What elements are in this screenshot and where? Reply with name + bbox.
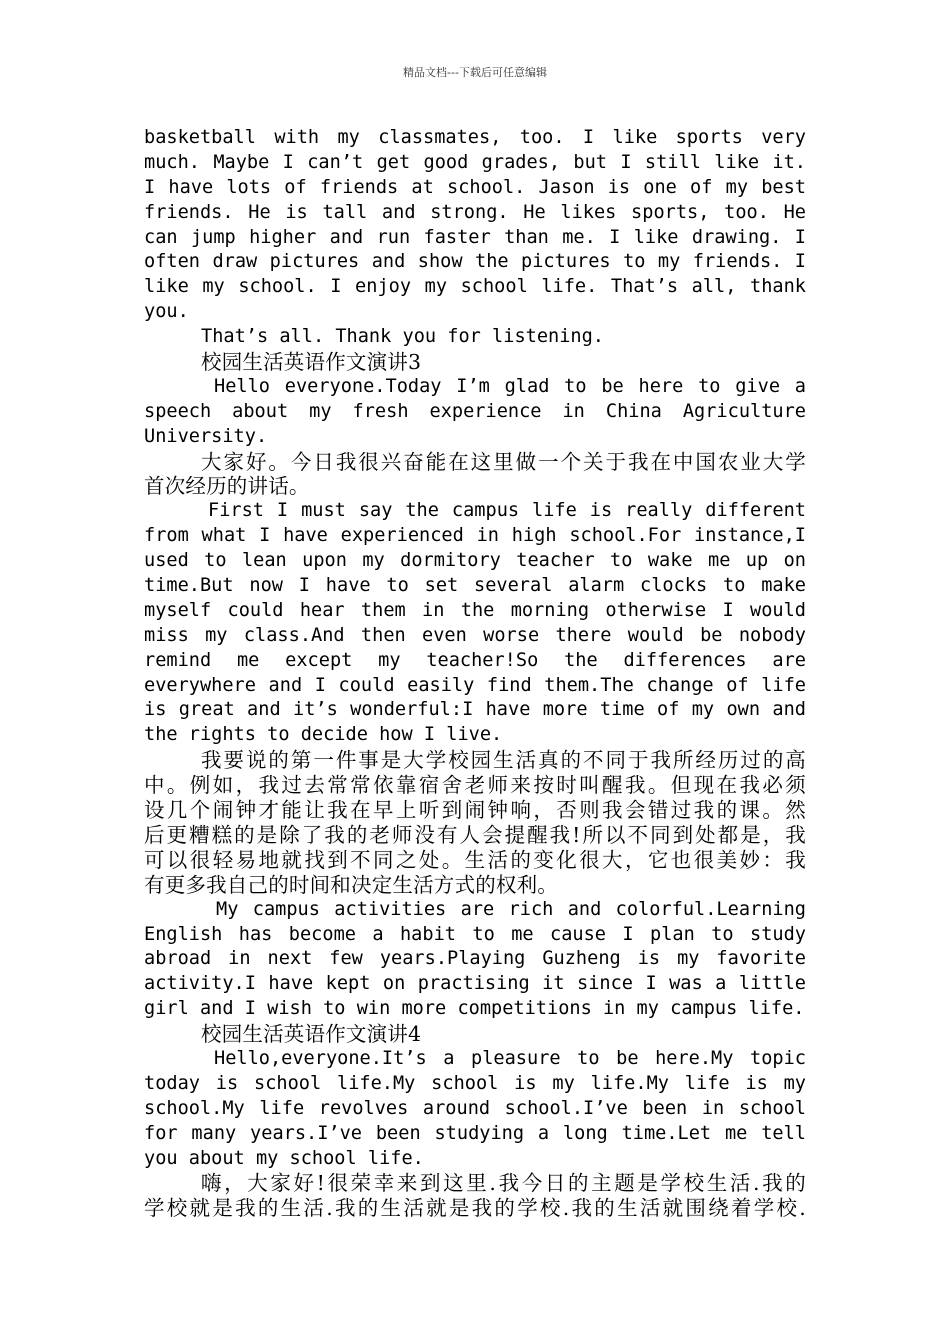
- paragraph: [144, 499, 806, 748]
- text-line: University.: [144, 425, 268, 447]
- text-line: 我要说的第一件事是大学校园生活真的不同于我所经历过的高: [201, 748, 806, 773]
- text-line: often draw pictures and show the pictures to my friends. I: [144, 251, 806, 273]
- text-line: abroad in next few years.Playing Guzheng is my favorite: [144, 948, 806, 970]
- text-line: 可以很轻易地就找到不同之处。生活的变化很大，它也很美妙：我: [144, 847, 806, 872]
- paragraph: [144, 898, 806, 1022]
- paragraph: [144, 1047, 806, 1171]
- text-line: 设几个闹钟才能让我在早上听到闹钟响，否则我会错过我的课。然: [144, 798, 806, 823]
- text-line: speech about my fresh experience in China Agriculture: [144, 400, 806, 422]
- paragraph-chinese: [144, 748, 806, 897]
- paragraph: [144, 126, 806, 325]
- text-line: can jump higher and run faster than me. I like drawing. I: [144, 226, 806, 248]
- text-line: My campus activities are rich and colorful.Learning: [216, 898, 806, 920]
- text-line: used to lean upon my dormitory teacher to wake me up on: [144, 550, 806, 572]
- text-line: like my school. I enjoy my school life. That’s all, thank: [144, 276, 806, 298]
- document-body: [144, 126, 806, 1221]
- text-line: is great and it’s wonderful:I have more time of my own and: [144, 699, 806, 721]
- text-line: remind me except my teacher!So the differences are: [144, 649, 806, 671]
- text-line: from what I have experienced in high school.For instance,I: [144, 525, 806, 547]
- text-line: you.: [144, 301, 189, 323]
- text-line: much. Maybe I can’t get good grades, but I still like it.: [144, 151, 806, 173]
- text-line: Hello everyone.Today I’m glad to be here to give a: [214, 375, 806, 397]
- text-line: everywhere and I could easily find them.The change of life: [144, 674, 806, 696]
- section-heading: 校园生活英语作文演讲3: [201, 350, 422, 375]
- text-line: Hello,everyone.It’s a pleasure to be here.My topic: [214, 1047, 806, 1069]
- text-line: 后更糟糕的是除了我的老师没有人会提醒我!所以不同到处都是，我: [144, 822, 806, 847]
- paragraph: [144, 375, 806, 450]
- text-line: 有更多我自己的时间和决定生活方式的权利。: [144, 872, 558, 897]
- text-line: 中。例如，我过去常常依靠宿舍老师来按时叫醒我。但现在我必须: [144, 773, 806, 798]
- text-line: 学校就是我的生活.我的生活就是我的学校.我的生活就围绕着学校.: [144, 1196, 806, 1221]
- text-line: basketball with my classmates, too. I like sports very: [144, 127, 806, 148]
- text-line: 嗨，大家好!很荣幸来到这里.我今日的主题是学校生活.我的: [201, 1171, 806, 1196]
- text-line: school.My life revolves around school.I’ve been in school: [144, 1097, 806, 1119]
- text-line: for many years.I’ve been studying a long time.Let me tell: [144, 1122, 806, 1144]
- page-header: 精品文档---下载后可任意编辑: [403, 66, 547, 79]
- section-heading: 校园生活英语作文演讲4: [201, 1022, 422, 1047]
- paragraph-chinese: [144, 1171, 806, 1221]
- text-line: the rights to decide how I live.: [144, 724, 503, 746]
- text-line: 大家好。今日我很兴奋能在这里做一个关于我在中国农业大学: [201, 449, 806, 474]
- text-line: miss my class.And then even worse there would be nobody: [144, 624, 806, 646]
- text-line: you about my school life.: [144, 1147, 424, 1169]
- text-line: I have lots of friends at school. Jason is one of my best: [144, 176, 806, 198]
- paragraph-chinese: [144, 450, 806, 500]
- text-line: activity.I have kept on practising it since I was a little: [144, 973, 806, 995]
- text-line: girl and I wish to win more competitions in my campus life.: [144, 998, 805, 1020]
- text-line: 首次经历的讲话。: [144, 474, 310, 499]
- text-line: today is school life.My school is my life.My life is my: [144, 1072, 806, 1094]
- text-line: time.But now I have to set several alarm clocks to make: [144, 575, 806, 597]
- text-line: First I must say the campus life is really different: [208, 500, 806, 522]
- text-line: myself could hear them in the morning otherwise I would: [144, 599, 806, 621]
- text-line: English has become a habit to me cause I plan to study: [144, 923, 806, 945]
- paragraph: That’s all. Thank you for listening.: [201, 326, 604, 348]
- text-line: friends. He is tall and strong. He likes sports, too. He: [144, 201, 806, 223]
